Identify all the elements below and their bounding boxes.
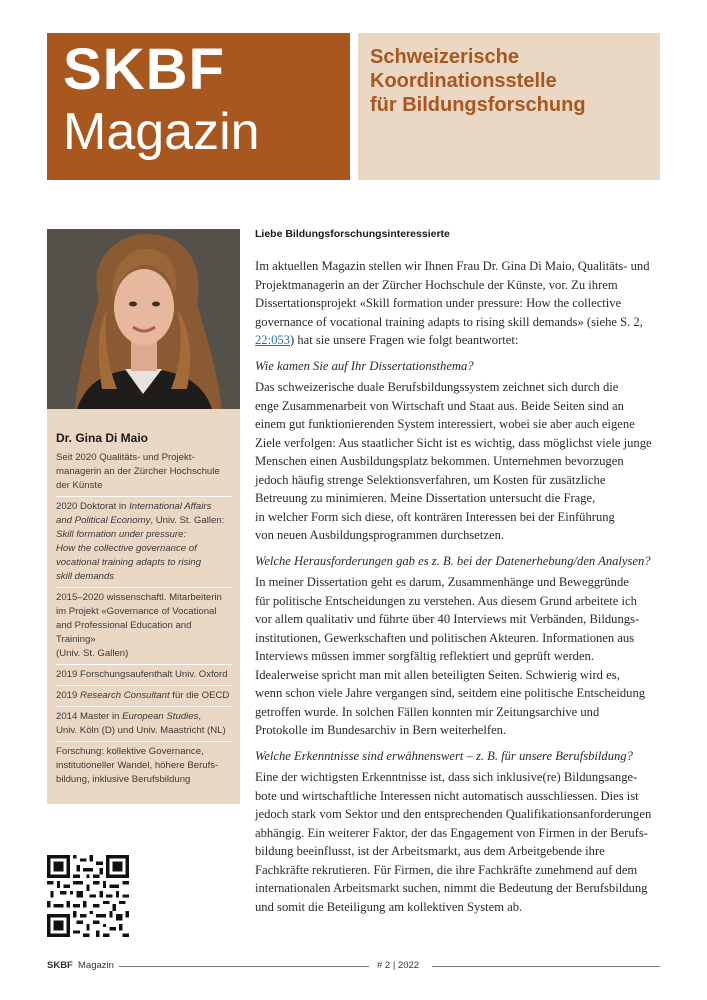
footer-divider <box>119 966 369 967</box>
brand-logo-box <box>47 33 350 180</box>
bio-item: 2019 Research Consultant für die OECD <box>56 689 232 707</box>
bio-item: 2014 Master in European Studies, Univ. Köln (D) und Univ. Maastricht (NL) <box>56 710 232 742</box>
organization-box <box>358 33 660 180</box>
article-body <box>255 257 663 923</box>
greeting-heading: Liebe Bildungsforschungsinteressierte <box>255 228 450 240</box>
footer-divider <box>432 966 660 967</box>
org-name-line-2: Koordinationsstelle <box>370 70 557 92</box>
intro-paragraph: Im aktuellen Magazin stellen wir Ihnen Frau Dr. Gina Di Maio, Qualitäts- und Projektmanagerin an der Zürcher Hochschule der Künste, vor. Zu ihrem Dissertationsprojekt «Skill formation under pressure: How the collective governance of vocational training adapts to rising skill demands» (siehe S. 2, 22:053) hat sie unsere Fragen wie folgt beantwortet: <box>255 259 650 347</box>
qr-code-icon[interactable] <box>47 855 129 937</box>
bio-sidebar <box>47 409 240 804</box>
org-name-line-1: Schweizerische <box>370 46 519 68</box>
footer-brand: SKBF <box>47 960 73 971</box>
bio-item: Forschung: kollektive Governance, institutioneller Wandel, höhere Berufs- bildung, inklusive Berufsbildung <box>56 746 219 785</box>
answer-paragraph: Eine der wichtigsten Erkenntnisse ist, dass sich inklusive(re) Bildungsange- bote und wirtschaftliche Interessen nicht automatisch ausschliessen. Dies ist jedoch stark vom Sektor und den entsprechenden Qualifikationsanforderungen abhängig. Ein weiterer Faktor, der das Engagement von Firmen in der Berufs- bildung beeinflusst, ist der Arbeitsmarkt, aus dem Arbeitgebende ihre Fachkräfte rekrutieren. Für Firmen, die ihre Fachkräfte zunehmend auf dem internationalen Arbeitsmarkt suchen, nimmt die Bedeutung der Berufsbildung und somit die Beteiligung am kollektiven System ab. <box>255 770 652 914</box>
footer-magazin: Magazin <box>78 960 114 971</box>
bio-item: 2015–2020 wissenschaftl. Mitarbeiterin im Projekt «Governance of Vocational and Professional Education and Training» (Univ. St. Gallen) <box>56 591 232 665</box>
brand-subtitle: Magazin <box>63 103 260 161</box>
question-heading: Welche Herausforderungen gab es z. B. bei der Datenerhebung/den Analysen? <box>255 553 651 568</box>
bio-name: Dr. Gina Di Maio <box>56 431 149 445</box>
bio-item: 2019 Forschungsaufenthalt Univ. Oxford <box>56 668 232 686</box>
page-footer <box>47 960 660 974</box>
bio-item: 2020 Doktorat in International Affairs and Political Economy, Univ. St. Gallen: Skill formation under pressure: How the collective governance of vocational training adapts to rising skill demands <box>56 500 232 588</box>
answer-paragraph: In meiner Dissertation geht es darum, Zusammenhänge und Beweggründe für politische Entscheidungen zu verstehen. Aus diesem Grund arbeitete ich vor allem qualitativ und führte über 40 Interviews mit Verbänden, Bildungs- institutionen, Gewerkschaften und politischen Akteuren. Informationen aus Interviews müssen immer sorgfältig reflektiert und geprüft werden. Idealerweise spricht man mit allen beteiligten Seiten. Schwierig wird es, wenn schon viele Jahre vergangen sind, seitdem eine politische Entscheidung getroffen wurde. In solchen Fällen konnten mir Zeitungsarchive und Protokolle im Bundesarchiv in Bern weiterhelfen. <box>255 575 646 737</box>
brand-title: SKBF <box>63 37 225 102</box>
page-number: # 2 | 2022 <box>377 960 420 971</box>
question-heading: Welche Erkenntnisse sind erwähnenswert – z. B. für unsere Berufsbildung? <box>255 748 633 763</box>
org-name-line-3: für Bildungsforschung <box>370 94 586 116</box>
portrait-photo <box>47 229 240 409</box>
answer-paragraph: Das schweizerische duale Berufsbildungssystem zeichnet sich durch die enge Zusammenarbeit von Wirtschaft und Staat aus. Beide Seiten sind an einem gut funktionierenden System interessiert, wobei sie aber auch eigene Ziele verfolgen: Aus staatlicher Sicht ist es wichtig, dass möglichst viele junge Menschen einen Ausbildungsplatz bekommen. Unternehmen bevorzugen jedoch häufig strenge Selektionsverfahren, um Kosten für zusätzliche Betreuung zu minimieren. Meine Dissertation untersucht die Frage, in welcher Form sich diese, oft konträren Interessen bei der Einführung von neuen Ausbildungsprogrammen durchsetzen. <box>255 380 652 542</box>
question-heading: Wie kamen Sie auf Ihr Dissertationsthema? <box>255 358 474 373</box>
bio-item: Seit 2020 Qualitäts- und Projekt- managerin an der Zürcher Hochschule der Künste <box>56 451 232 497</box>
